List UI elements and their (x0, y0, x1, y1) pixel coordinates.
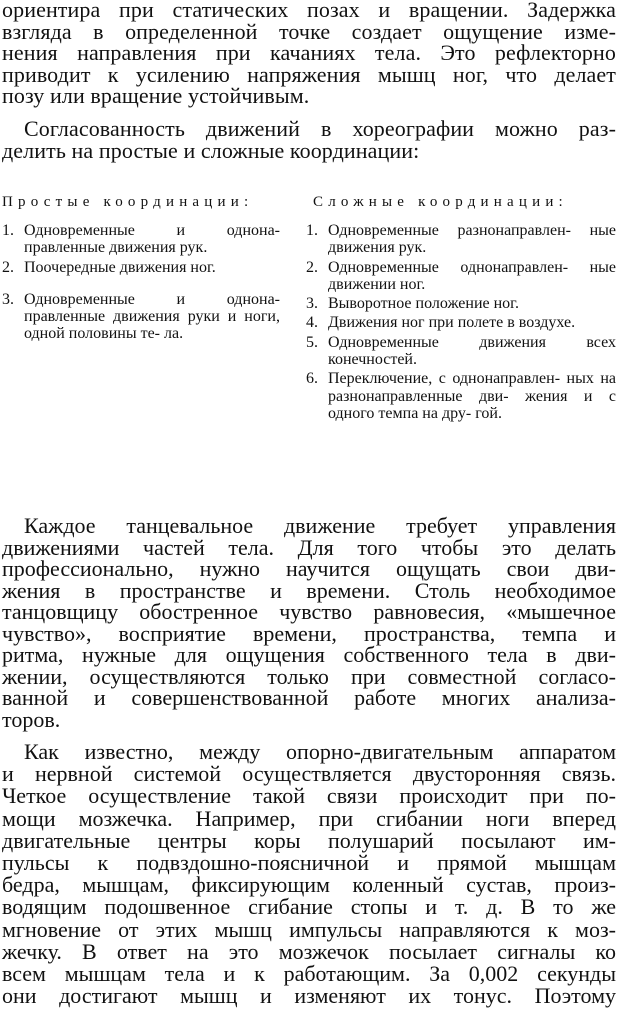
text-line: Согласованность движений в хореографии можно раз- (24, 116, 616, 141)
list-item (306, 370, 616, 422)
text-line: приводит к усилению напряжения мышц ног, что делает (2, 61, 616, 87)
coordination-paragraph (2, 118, 616, 162)
item-text: Одновременные разнонаправлен- ные движения рук. (328, 222, 616, 257)
list-item (2, 222, 280, 257)
intro-paragraph (2, 0, 616, 107)
text-line: движениями частей тела. Для того чтобы это делать (2, 534, 616, 560)
text-line: пульсы к подвздошно-поясничной и прямой мышцам (2, 850, 616, 876)
text-line: двигательные центры коры полушарий посылают им- (2, 827, 616, 853)
item-number: 4. (306, 314, 318, 332)
text-line: ванной и совершенствованной работе многих анализа- (2, 685, 616, 710)
text-line: жения в пространстве и времени. Столь необходимое (2, 577, 616, 603)
simple-coordinations-list (2, 222, 280, 343)
text-line: делить на простые и сложные координации: (2, 138, 420, 163)
text-line: ритма, нужные для ощущения собственного тела в дви- (2, 642, 616, 667)
item-text: Одновременные движения всех конечностей. (328, 333, 616, 369)
text-line: мощи мозжечка. Например, при сгибании ноги вперед (2, 805, 616, 831)
item-text: Переключение, с однонаправлен- ных на разнонаправленные дви- жения и с одного темпа на дру- гой. (328, 370, 616, 422)
list-item (306, 295, 616, 312)
item-text: Движения ног при полете в воздухе. (328, 314, 576, 332)
item-number: 1. (2, 222, 14, 239)
item-number: 6. (306, 370, 318, 388)
text-line: Как известно, между опорно-двигательным аппаратом (24, 739, 616, 764)
item-text: Одновременные и однона- правленные движения рук. (24, 222, 280, 257)
item-text: Выворотное положение ног. (328, 295, 519, 313)
text-line: профессионально, нужно научится ощущать свои дви- (2, 556, 616, 581)
item-number: 1. (306, 222, 318, 239)
simple-coordinations-heading: Простые координации: (2, 194, 254, 210)
item-number: 3. (306, 295, 318, 313)
dance-paragraph (2, 515, 616, 730)
item-number: 2. (2, 258, 14, 276)
text-line: всем мышцам тела и к работающим. За 0,002 секунды (2, 961, 616, 987)
text-line: торов. (2, 706, 61, 732)
complex-coordinations-heading: Сложные координации: (313, 194, 568, 210)
list-item (2, 291, 280, 343)
text-line: взгляда в определенной точке создает ощущение изме- (2, 18, 616, 44)
list-item (306, 222, 616, 257)
item-text: Одновременные однонаправлен- ные движении ног. (328, 258, 616, 293)
nervous-system-paragraph (2, 741, 616, 1007)
text-line: Четкое осуществление такой связи происходит при по- (2, 783, 616, 809)
text-line: позу или вращение устойчивым. (2, 83, 310, 109)
text-line: ориентира при статических позах и вращении. Задержка (2, 0, 616, 22)
text-line: мгновение от этих мышц импульсы направляются к моз- (2, 916, 616, 942)
text-line: нения направления при качаниях тела. Это рефлекторно (2, 40, 616, 66)
list-item (306, 259, 616, 294)
item-text: Поочередные движения ног. (24, 258, 216, 276)
item-number: 2. (306, 258, 318, 276)
list-item (306, 314, 616, 331)
text-line: танцовщицу обостренное чувство равновесия, «мышечное (2, 599, 616, 624)
item-number: 3. (2, 290, 14, 308)
text-line: они достигают мышц и изменяют их тонус. Поэтому (2, 983, 616, 1009)
complex-coordinations-list (306, 222, 616, 422)
text-line: водящим подошвенное сгибание стопы и т. д. В то же (2, 894, 616, 920)
text-line: бедра, мышцам, фиксирующим коленный сустав, произ- (2, 872, 616, 898)
text-line: жечку. В ответ на это мозжечок посылает сигналы ко (2, 938, 616, 964)
text-line: чувство», восприятие времени, пространства, темпа и (2, 620, 616, 646)
text-line: Каждое танцевальное движение требует управления (24, 513, 616, 538)
text-line: жении, осуществляются только при совместной согласо- (2, 663, 616, 689)
list-item (2, 259, 280, 276)
item-text: Одновременные и однона- правленные движения руки и ноги, одной половины те- ла. (24, 290, 280, 343)
item-number: 5. (306, 333, 318, 351)
list-item (306, 334, 616, 369)
text-line: и нервной системой осуществляется двусторонняя связь. (2, 761, 616, 787)
